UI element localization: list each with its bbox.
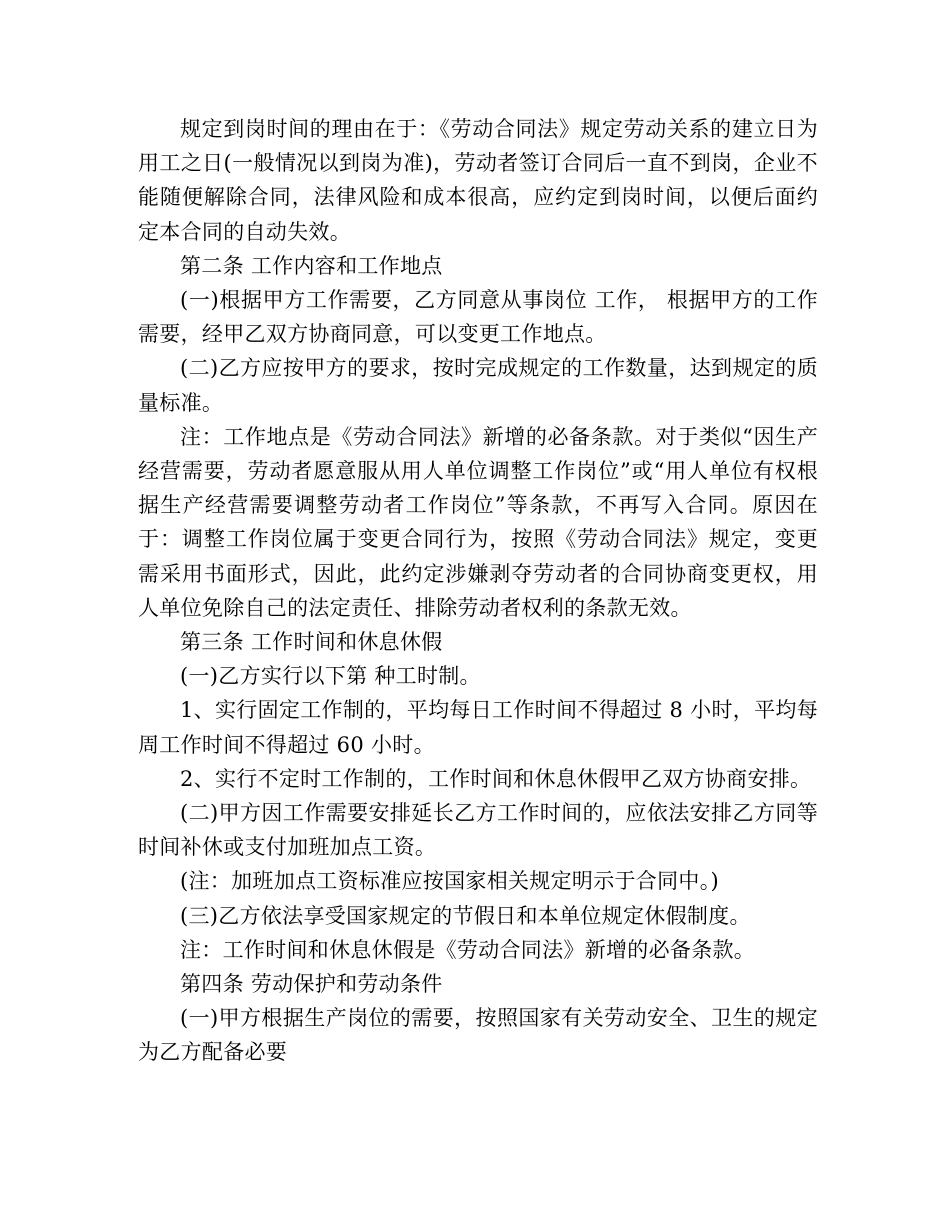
paragraph-arrival-time-note: 规定到岗时间的理由在于：《劳动合同法》规定劳动关系的建立日为用工之日(一般情况以到岗为准)，劳动者签订合同后一直不到岗，企业不能随便解除合同，法律风险和成本很高，应约定到岗时间，以便后面约定本合同的自动失效。 — [138, 117, 818, 244]
heading-article-3: 第三条 工作时间和休息休假 — [180, 630, 443, 655]
paragraph-article-2-item-2: (二)乙方应按甲方的要求，按时完成规定的工作数量，达到规定的质量标准。 — [138, 356, 818, 415]
paragraph-article-3-item-2: (二)甲方因工作需要安排延长乙方工作时间的，应依法安排乙方同等时间补休或支付加班加点工资。 — [138, 801, 818, 860]
document-body — [138, 112, 818, 1070]
paragraph-article-4-item-1: (一)甲方根据生产岗位的需要，按照国家有关劳动安全、卫生的规定为乙方配备必要 — [138, 1006, 818, 1065]
paragraph-flexible-hours: 2、实行不定时工作制的，工作时间和休息休假甲乙双方协商安排。 — [180, 766, 812, 791]
paragraph-work-location-note: 注：工作地点是《劳动合同法》新增的必备条款。对于类似“因生产经营需要，劳动者愿意服从用人单位调整工作岗位”或“用人单位有权根据生产经营需要调整劳动者工作岗位”等条款，不再写入合同。原因在于：调整工作岗位属于变更合同行为，按照《劳动合同法》规定，变更需采用书面形式，因此，此约定涉嫌剥夺劳动者的合同协商变更权，用人单位免除自己的法定责任、排除劳动者权利的条款无效。 — [138, 424, 818, 620]
paragraph-article-2-item-1: (一)根据甲方工作需要，乙方同意从事岗位 工作， 根据甲方的工作需要，经甲乙双方协商同意，可以变更工作地点。 — [138, 288, 818, 347]
paragraph-overtime-note: (注：加班加点工资标准应按国家相关规定明示于合同中。) — [180, 869, 719, 894]
paragraph-article-3-item-3: (三)乙方依法享受国家规定的节假日和本单位规定休假制度。 — [180, 903, 751, 928]
paragraph-work-time-note: 注：工作时间和休息休假是《劳动合同法》新增的必备条款。 — [180, 937, 756, 962]
heading-article-2: 第二条 工作内容和工作地点 — [180, 253, 443, 278]
paragraph-fixed-hours: 1、实行固定工作制的，平均每日工作时间不得超过 8 小时，平均每周工作时间不得超过 60 小时。 — [138, 698, 818, 757]
paragraph-article-3-item-1: (一)乙方实行以下第 种工时制。 — [180, 664, 481, 689]
heading-article-4: 第四条 劳动保护和劳动条件 — [180, 972, 443, 997]
